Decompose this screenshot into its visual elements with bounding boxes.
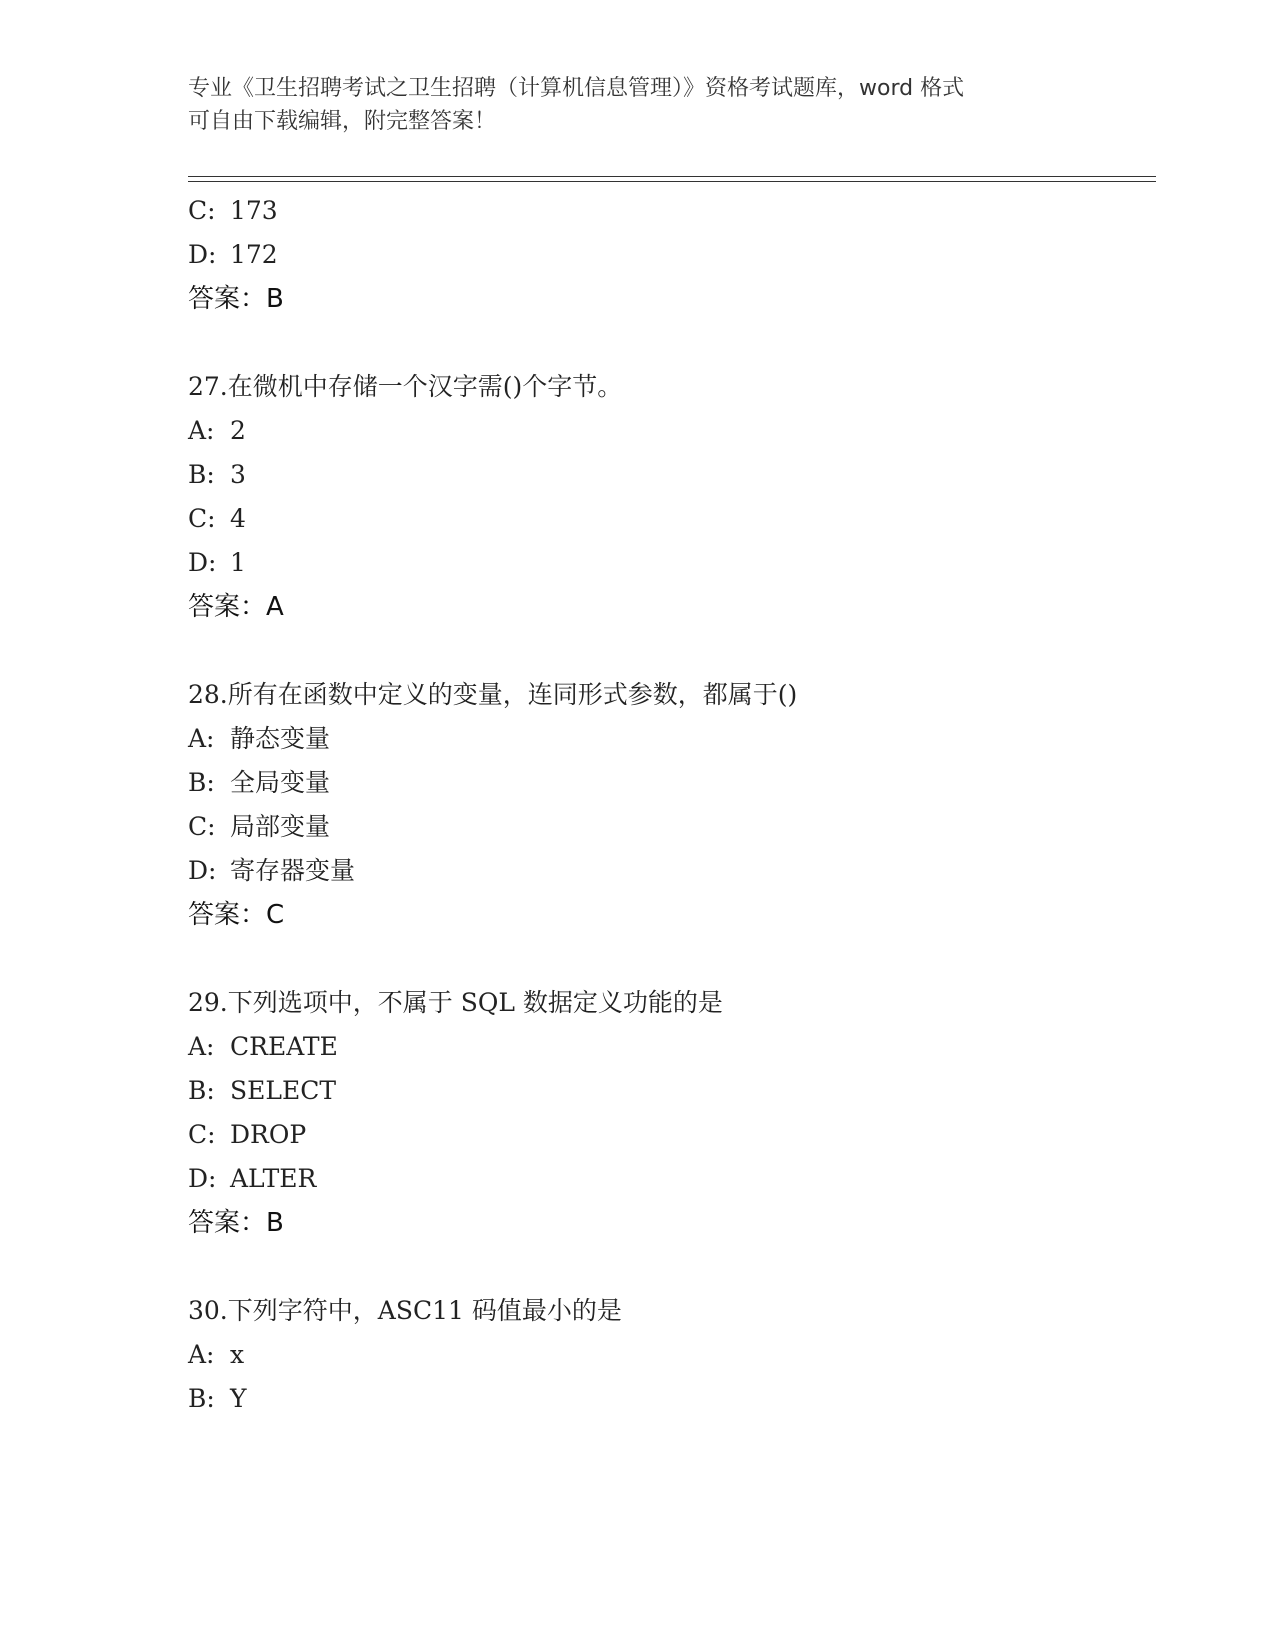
option-prefix: C: xyxy=(188,1120,216,1149)
document-header xyxy=(188,72,1088,138)
option-text: 2 xyxy=(230,416,246,445)
option-b xyxy=(188,1074,336,1108)
option-a xyxy=(188,722,330,756)
option-text: CREATE xyxy=(230,1032,338,1061)
option-d xyxy=(188,1162,316,1196)
option-b xyxy=(188,458,246,492)
option-b xyxy=(188,766,330,800)
question-stem: 30.下列字符中，ASC11 码值最小的是 xyxy=(188,1296,622,1325)
option-d xyxy=(188,854,355,888)
option-prefix: D: xyxy=(188,548,217,577)
option-prefix: C: xyxy=(188,196,216,225)
option-text: 全局变量 xyxy=(230,768,331,797)
answer-line: 答案：B xyxy=(188,284,284,314)
header-line-2: 可自由下载编辑，附完整答案！ xyxy=(188,109,497,134)
option-prefix: A: xyxy=(188,416,215,445)
header-rule-top xyxy=(188,176,1156,177)
option-prefix: B: xyxy=(188,768,215,797)
option-c xyxy=(188,1118,306,1152)
option-prefix: A: xyxy=(188,1340,215,1369)
question-stem: 28.所有在函数中定义的变量，连同形式参数，都属于() xyxy=(188,680,798,709)
option-text: 寄存器变量 xyxy=(230,856,356,885)
option-text: 172 xyxy=(230,240,278,269)
header-rule-bottom xyxy=(188,181,1156,182)
option-b xyxy=(188,1382,247,1416)
option-text: 局部变量 xyxy=(230,812,331,841)
option-a xyxy=(188,1030,338,1064)
question-stem: 27.在微机中存储一个汉字需()个字节。 xyxy=(188,372,623,401)
option-c xyxy=(188,194,278,228)
option-text: ALTER xyxy=(230,1164,317,1193)
option-prefix: B: xyxy=(188,1384,215,1413)
option-prefix: A: xyxy=(188,724,215,753)
option-a xyxy=(188,414,246,448)
option-text: x xyxy=(230,1340,245,1369)
answer-line: 答案：B xyxy=(188,1208,284,1238)
option-prefix: C: xyxy=(188,504,216,533)
option-c xyxy=(188,810,330,844)
option-prefix: A: xyxy=(188,1032,215,1061)
answer-line: 答案：C xyxy=(188,900,285,930)
option-prefix: B: xyxy=(188,1076,215,1105)
option-d xyxy=(188,546,246,580)
option-prefix: D: xyxy=(188,1164,217,1193)
option-d xyxy=(188,238,278,272)
option-prefix: D: xyxy=(188,240,217,269)
option-text: Y xyxy=(230,1384,247,1413)
option-a xyxy=(188,1338,244,1372)
option-prefix: C: xyxy=(188,812,216,841)
option-text: 3 xyxy=(230,460,246,489)
option-text: SELECT xyxy=(230,1076,337,1105)
option-text: 4 xyxy=(230,504,246,533)
option-text: DROP xyxy=(230,1120,307,1149)
option-prefix: D: xyxy=(188,856,217,885)
option-text: 1 xyxy=(230,548,246,577)
answer-line: 答案：A xyxy=(188,592,284,622)
option-prefix: B: xyxy=(188,460,215,489)
header-line-1: 专业《卫生招聘考试之卫生招聘（计算机信息管理）》资格考试题库，word 格式 xyxy=(188,76,965,101)
option-text: 静态变量 xyxy=(230,724,331,753)
question-stem: 29.下列选项中，不属于 SQL 数据定义功能的是 xyxy=(188,988,723,1017)
option-text: 173 xyxy=(230,196,278,225)
option-c xyxy=(188,502,246,536)
